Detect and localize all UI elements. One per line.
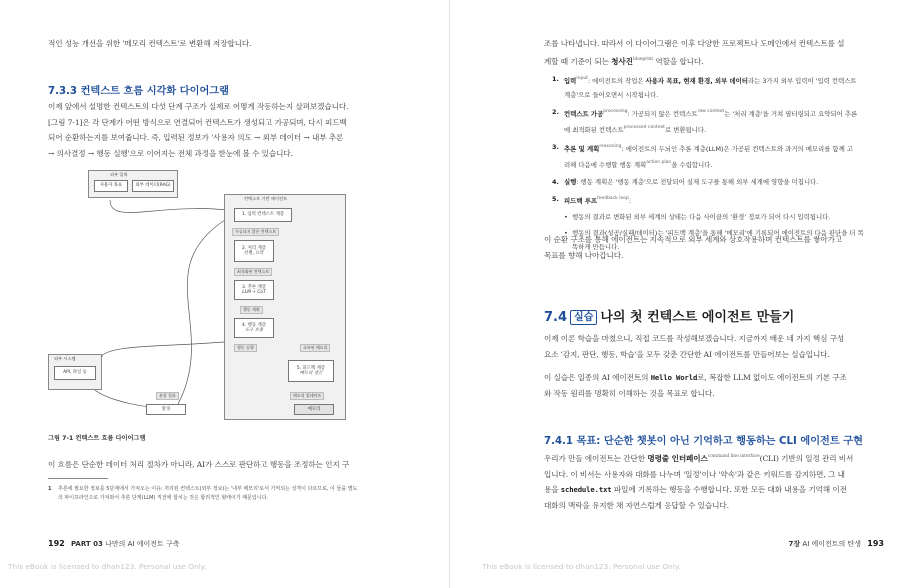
- section-number: 7.4: [544, 310, 568, 325]
- step3-title: 3. 추론 계층: [242, 284, 266, 290]
- chapter-title: AI 에이전트의 탄생: [802, 540, 862, 548]
- list-item-5: 5. 피드백 루프$^{feedback loop}$:: [552, 195, 631, 205]
- user-goal-box: 사용자 목표: [94, 180, 128, 192]
- agent-group-label: 컨텍스트 기반 에이전트: [244, 196, 288, 201]
- top-line: 적인 성능 개선을 위한 '메모리 컨텍스트'로 변환해 저장합니다.: [48, 39, 252, 48]
- memory-box: 메모리: [294, 404, 334, 415]
- step1-box: 1. 입력 컨텍스트 계층: [234, 208, 292, 222]
- step4-sub: 도구 호출: [244, 328, 264, 333]
- list-item-3: 3. 추론 및 계획$^{reasoning}$: 에이전트의 두뇌인 추론 계층(LLM)은 가공된 컨텍스트와 과거의 메모리를 함께 고 려해 다음에 수행할 행동 계획$^{action plan}$을 수립합니다.: [552, 143, 853, 169]
- section-title: 목표: 단순한 챗봇이 아닌 기억하고 행동하는 CLI 에이전트 구현: [576, 436, 863, 447]
- api-box: API, 파일 등: [54, 366, 96, 380]
- paragraph-line: 조를 나타냅니다. 따라서 이 다이어그램은 이후 다양한 프로젝트나 도메인에서 컨텍스트를 설: [544, 39, 845, 48]
- paragraph-line: 목표를 향해 나아갑니다.: [544, 250, 624, 260]
- step4-box: [234, 318, 274, 338]
- paragraph-line: 요소 '감지, 판단, 행동, 학습'을 모두 갖춘 간단한 AI 에이전트를 만들어보는 실습입니다.: [544, 349, 830, 359]
- label-optimized: 최적화된 컨텍스트: [234, 268, 272, 276]
- list-item-1: 1. 입력$^{input}$: 에이전트의 작업은 사용자 목표, 현재 환경, 외부 데이터라는 3가지 외부 입력이 '입력 컨텍스트 계층'으로 들어오면서 시작됩니다.: [552, 75, 857, 99]
- paragraph-line: [그림 7-1]은 각 단계가 어떤 방식으로 연결되어 컨텍스트가 생성되고 가공되며, 다시 피드백: [48, 117, 347, 127]
- chapter-label: 7장: [788, 540, 801, 548]
- step5-box: [288, 360, 334, 382]
- step2-box: [234, 240, 274, 262]
- section-heading-7-4-1: [544, 432, 863, 447]
- watermark: This eBook is licensed to dhan123. Personal use Only.: [8, 562, 207, 571]
- paragraph-line: 되어 순환하는지를 보여줍니다. 즉, 입력된 정보가 '사용자 의도 → 외부 데이터 → 내부 추론: [48, 133, 344, 142]
- paragraph-line: 이제 앞에서 설명한 컨텍스트의 다섯 단계 구조가 실제로 어떻게 작동하는지 살펴보겠습니다.: [48, 102, 349, 111]
- input-group-label: 외부 입력: [110, 172, 128, 177]
- practice-paragraph: [544, 331, 889, 362]
- env-box: 환경: [146, 404, 186, 415]
- practice-badge: 실습: [570, 310, 597, 325]
- label-result: 관찰 결과: [156, 392, 179, 400]
- hello-world-paragraph: [544, 370, 889, 401]
- sub-item-1: • 행동의 결과로 변화된 외부 세계의 상태는 다음 사이클의 '환경' 정보가 되어 다시 입력됩니다.: [564, 213, 831, 221]
- section-heading-7-3-3: [48, 82, 229, 97]
- section-number: 7.3.3: [48, 86, 78, 97]
- paragraph-line: 이 실습은 일종의 AI 에이전트의 Hello World로, 복잡한 LLM 없이도 에이전트의 기본 구조: [544, 373, 847, 382]
- footnote: [48, 485, 428, 503]
- footnote-line: 의 파이프라인으로 가져와서 추론 단계(LLM) 직전에 합치는 것은 합리적인 형태이기 때문입니다.: [58, 495, 268, 501]
- context-flow-diagram: [48, 168, 348, 418]
- page-number: 192: [48, 539, 65, 548]
- paragraph-continuation: 이 흐름은 단순한 데이터 처리 절차가 아니라, AI가 스스로 판단하고 행동을 조정하는 인지 구: [48, 460, 350, 469]
- right-page: [450, 0, 900, 588]
- cycle-paragraph: [544, 232, 884, 263]
- label-plan: 행동 계획: [240, 306, 263, 314]
- figure-caption: 그림 7-1 컨텍스트 흐름 다이어그램: [48, 435, 146, 442]
- page-number: 193: [867, 539, 884, 548]
- part-title: 나만의 AI 에이전트 구축: [105, 540, 180, 548]
- context-steps-list: [550, 72, 880, 254]
- section-title: 컨텍스트 흐름 시각화 다이어그램: [80, 86, 229, 97]
- step3-sub: LLM + CoT: [242, 290, 266, 295]
- left-footer: [48, 539, 180, 549]
- paragraph-line: 우리가 만들 에이전트는 간단한 명령줄 인터페이스$^{command line interface}$(CLI) 기반의 일정 관리 비서: [544, 454, 854, 463]
- paragraph-line: → 의사결정 → 행동 실행'으로 이어지는 전체 과정을 한눈에 볼 수 있습니다.: [48, 148, 293, 158]
- paragraph-line: 이제 이론 학습을 마쳤으니, 직접 코드를 작성해보겠습니다. 지금까지 배운 네 가지 핵심 구성: [544, 334, 845, 343]
- footnote-divider: [48, 478, 108, 479]
- section-title: 나의 첫 컨텍스트 에이전트 만들기: [600, 310, 795, 325]
- list-item-4: 4. 실행: 행동 계획은 '행동 계층'으로 전달되어 실제 도구를 통해 외부 세계에 영향을 미칩니다.: [552, 178, 819, 186]
- label-execute: 행동 실행: [234, 344, 257, 352]
- goal-paragraph: [544, 449, 889, 513]
- intro-paragraph: [48, 99, 408, 161]
- footnote-line: 추론에 필요한 정보를 5단계에서 가져오는 이유: 처리된 컨텍스트(외부 정보)는 '내부 메모리'로서 기억되는 성격이 다르므로, 이 둘을 별도: [58, 486, 358, 492]
- part-label: PART 03: [70, 540, 103, 548]
- step4-title: 4. 행동 계층: [242, 322, 266, 328]
- paragraph-line: 용을 schedule.txt 파일에 기록하는 행동을 수행합니다. 또한 모든 대화 내용을 기억해 이전: [544, 485, 847, 494]
- step3-box: [234, 280, 274, 300]
- paragraph-line: 대화의 맥락을 유지한 채 자연스럽게 응답할 수 있습니다.: [544, 500, 729, 510]
- hello-world-code: Hello World: [650, 373, 698, 382]
- right-footer: [789, 539, 884, 549]
- paragraph-line: 계할 때 기준이 되는 청사진$^{blueprint}$ 역할을 합니다.: [544, 56, 704, 66]
- label-update-memory: 초록된 메모리: [300, 344, 330, 352]
- watermark: This eBook is licensed to dhan123. Personal use Only.: [482, 562, 681, 571]
- section-number: 7.4.1: [544, 436, 574, 447]
- label-memory-store: 메모리 업데이트: [290, 392, 324, 400]
- sub-item-2: • 행동의 결과(성공/실패/데이터)는 '피드백 계층'을 통해 '메모리'에 기록되어 에이전트의 다음 판단을 더 똑 똑하게 만듭니다.: [564, 229, 864, 251]
- section-heading-7-4: [544, 306, 794, 325]
- step2-sub: 선별, 요약: [244, 251, 264, 256]
- step2-title: 2. 처리 계층: [242, 245, 266, 251]
- continuation-paragraph: [544, 36, 874, 69]
- label-unprocessed: 가공되지 않은 컨텍스트: [232, 228, 279, 236]
- blueprint-term: 청사진: [611, 56, 633, 66]
- step5-sub: 메모리 갱신: [299, 371, 323, 376]
- paragraph-line: 입니다. 이 비서는 사용자와 대화를 나누며 '일정'이나 '약속'과 같은 키워드를 감지하면, 그 내: [544, 469, 845, 479]
- external-data-box: 외부 데이터(RAG): [132, 180, 174, 192]
- footnote-number: 1: [48, 486, 52, 492]
- list-item-2: 2. 컨텍스트 가공$^{processing}$: 가공되지 않은 컨텍스트$^{raw context}$는 '처리 계층'을 거쳐 필터링되고 요약되어 추론 에 최적화된 컨텍스트$^{processed context}$로 변환됩니다.: [552, 108, 858, 134]
- paragraph-line: 이 순환 구조를 통해 에이전트는 지속적으로 외부 세계와 상호작용하며 컨텍스트를 쌓아가고: [544, 235, 843, 244]
- schedule-file-code: schedule.txt: [560, 485, 612, 494]
- paragraph-line: 와 작동 원리를 명확히 이해하는 것을 목표로 합니다.: [544, 388, 715, 398]
- external-system-label: 외부 시스템: [54, 356, 76, 361]
- step5-title: 5. 피드백 계층: [296, 365, 326, 371]
